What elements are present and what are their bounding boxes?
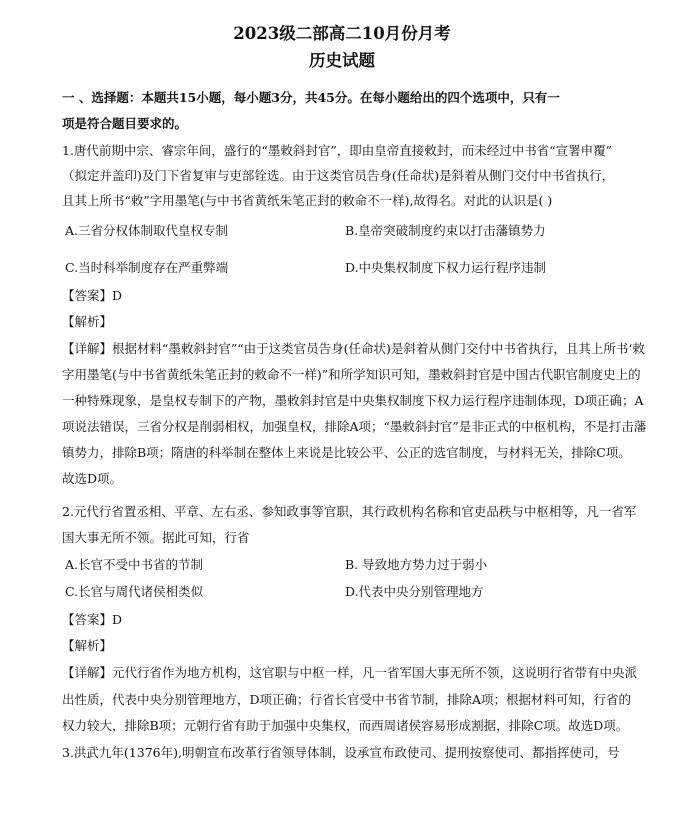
q1-detail-line4: 项说法错误，三省分权是削弱相权，加强皇权，排除A项；“墨敕斜封官”是非正式的中枢机构，不是打击藩 [62,419,647,434]
q3-stem-line1: 3.洪武九年(1376年),明朝宣布改革行省领导体制，设承宣布政使司、提刑按察使司、都指挥使司，号 [62,745,620,760]
q1-option-a: A.三省分权体制取代皇权专制 [65,223,229,238]
section-instructions-line1: 一 、选择题：本题共15小题，每小题3分，共45分。在每小题给出的四个选项中，只有一 [62,90,560,105]
q2-detail-line3: 权力较大，排除B项；元朝行省有助于加强中央集权，而西周诸侯容易形成割据，排除C项。故选D项。 [62,718,629,733]
q2-option-a: A.长官不受中书省的节制 [65,557,204,572]
q2-stem-line1: 2.元代行省置丞相、平章、左右丞、参知政事等官职，其行政机构名称和官吏品秩与中枢相等，凡一省军 [62,504,637,519]
q1-analysis-label: 【解析】 [62,314,113,329]
exam-subtitle: 历史试题 [309,51,375,70]
q1-stem-line2: （拟定并盖印)及门下省复审与吏部铨选。由于这类官员告身(任命状)是斜着从侧门交付中书省执行， [62,168,615,183]
q2-detail-line1: 【详解】元代行省作为地方机构，这官职与中枢一样，凡一省军国大事无所不领，这说明行省带有中央派 [62,665,638,680]
section-instructions-line2: 项是符合题目要求的。 [62,116,188,131]
q1-detail-line6: 故选D项。 [62,471,123,486]
q2-analysis-label: 【解析】 [62,638,113,653]
q2-detail-line2: 出性质，代表中央分别管理地方，D项正确；行省长官受中书省节制，排除A项；根据材料可知，行省的 [62,692,632,707]
q1-stem-line3: 且其上所书“敕”字用墨笔(与中书省黄纸朱笔正封的敕命不一样),故得名。对此的认识是( ) [62,193,553,208]
q2-stem-line2: 国大事无所不领。据此可知，行省 [62,530,250,545]
q2-option-b: B. 导致地方势力过于弱小 [345,557,488,572]
q1-stem-line1: 1.唐代前期中宗、睿宗年间，盛行的“墨敕斜封官”，即由皇帝直接敕封，而未经过中书省“宣署申覆” [62,143,612,158]
q2-option-d: D.代表中央分别管理地方 [345,584,484,599]
q1-detail-line1: 【详解】根据材料“墨敕斜封官”“由于这类官员告身(任命状)是斜着从侧门交付中书省执行，且其上所书‘敕 [62,341,645,356]
q1-detail-line5: 镇势力，排除B项；隋唐的科举制在整体上来说是比较公平、公正的选官制度，与材料无关，排除C项。 [62,445,631,460]
q1-detail-line3: 一种特殊现象，是皇权专制下的产物，墨敕斜封官是中央集权制度下权力运行程序违制体现，D项正确；A [62,393,644,408]
q1-option-d: D.中央集权制度下权力运行程序违制 [345,260,547,275]
exam-title: 2023级二部高二10月份月考 [233,24,451,43]
q1-option-b: B.皇帝突破制度约束以打击藩镇势力 [345,223,546,238]
q2-answer: 【答案】D [62,612,123,627]
q1-detail-line2: 字用墨笔(与中书省黄纸朱笔正封的敕命不一样)”和所学知识可知，墨敕斜封官是中国古代职官制度史上的 [62,367,641,382]
q1-answer: 【答案】D [62,288,123,303]
q2-option-c: C.长官与周代诸侯相类似 [65,584,204,599]
q1-option-c: C.当时科举制度存在严重弊端 [65,260,229,275]
